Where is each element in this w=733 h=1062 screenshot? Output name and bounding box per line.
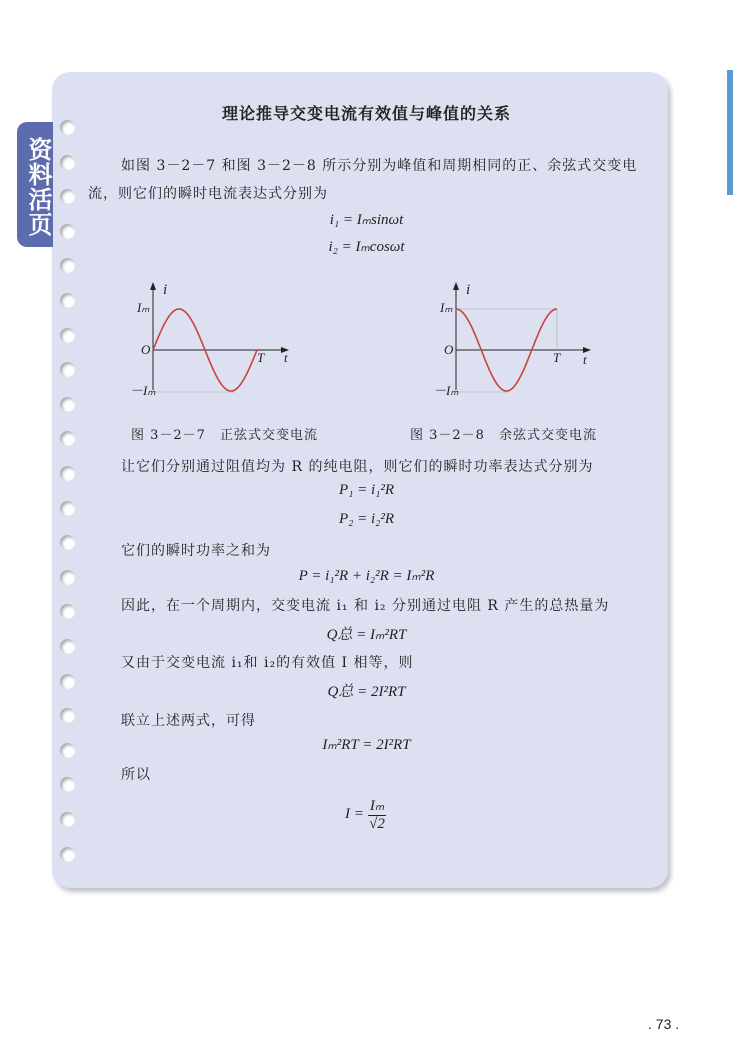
paragraph-line: 让它们分别通过阻值均为 R 的纯电阻，则它们的瞬时功率表达式分别为 — [121, 459, 594, 475]
paragraph-line: 如图 3－2－7 和图 3－2－8 所示分别为峰值和周期相同的正、余弦式交变电 — [121, 158, 638, 174]
binder-ring — [60, 812, 75, 827]
equation-p-sum: P = i₁²R + i₂²R = Iₘ²R — [298, 568, 435, 584]
equation-q1: Q总 = Iₘ²RT — [326, 627, 407, 643]
fig2-x-label: t — [583, 352, 587, 367]
fig1-period: T — [257, 350, 265, 365]
final-lhs: I = — [345, 806, 364, 822]
figure-graphs — [0, 0, 733, 460]
paragraph-line: 所以 — [121, 767, 151, 783]
paragraph-line: 因此，在一个周期内，交变电流 i₁ 和 i₂ 分别通过电阻 R 产生的总热量为 — [121, 598, 610, 614]
paragraph-line: 又由于交变电流 i₁和 i₂的有效值 I 相等，则 — [121, 655, 414, 671]
binder-ring — [60, 847, 75, 862]
paragraph-line: 联立上述两式，可得 — [121, 713, 256, 729]
figure-sine — [153, 283, 288, 392]
fig1-im-label: Iₘ — [137, 300, 150, 315]
fig2-y-label: i — [466, 282, 471, 298]
fig2-origin: O — [444, 342, 454, 357]
final-numerator: Iₘ — [369, 798, 385, 814]
fig2-neg-im: －Iₘ — [433, 383, 459, 398]
equation-combined: Iₘ²RT = 2I²RT — [322, 737, 411, 753]
fig1-y-label: i — [163, 282, 168, 298]
fig2-im-label: Iₘ — [440, 300, 453, 315]
card-title: 理论推导交变电流有效值与峰值的关系 — [221, 104, 511, 123]
fig1-neg-im: －Iₘ — [130, 383, 156, 398]
equation-i1: i₁ = Iₘsinωt — [329, 212, 404, 228]
fig2-period: T — [553, 350, 561, 365]
equation-final — [345, 796, 386, 833]
fig1-x-label: t — [284, 350, 288, 365]
paragraph-line: 它们的瞬时功率之和为 — [121, 543, 271, 559]
page-number: . 73 . — [648, 1016, 680, 1032]
final-denominator: √2 — [369, 816, 385, 832]
equation-p1: P₁ = i₁²R — [338, 482, 395, 498]
fig2-caption: 图 3－2－8 余弦式交变电流 — [410, 428, 597, 443]
fig1-caption: 图 3－2－7 正弦式交变电流 — [131, 428, 318, 443]
equation-i2: i₂ = Iₘcosωt — [328, 239, 405, 255]
equation-p2: P₂ = i₂²R — [338, 511, 395, 527]
figure-cosine — [456, 283, 590, 392]
section-tab: 资料活页 — [17, 122, 53, 247]
equation-q2: Q总 = 2I²RT — [327, 684, 406, 700]
fig1-origin: O — [141, 342, 151, 357]
binder-ring — [60, 466, 75, 481]
paragraph-line: 流，则它们的瞬时电流表达式分别为 — [88, 186, 328, 202]
